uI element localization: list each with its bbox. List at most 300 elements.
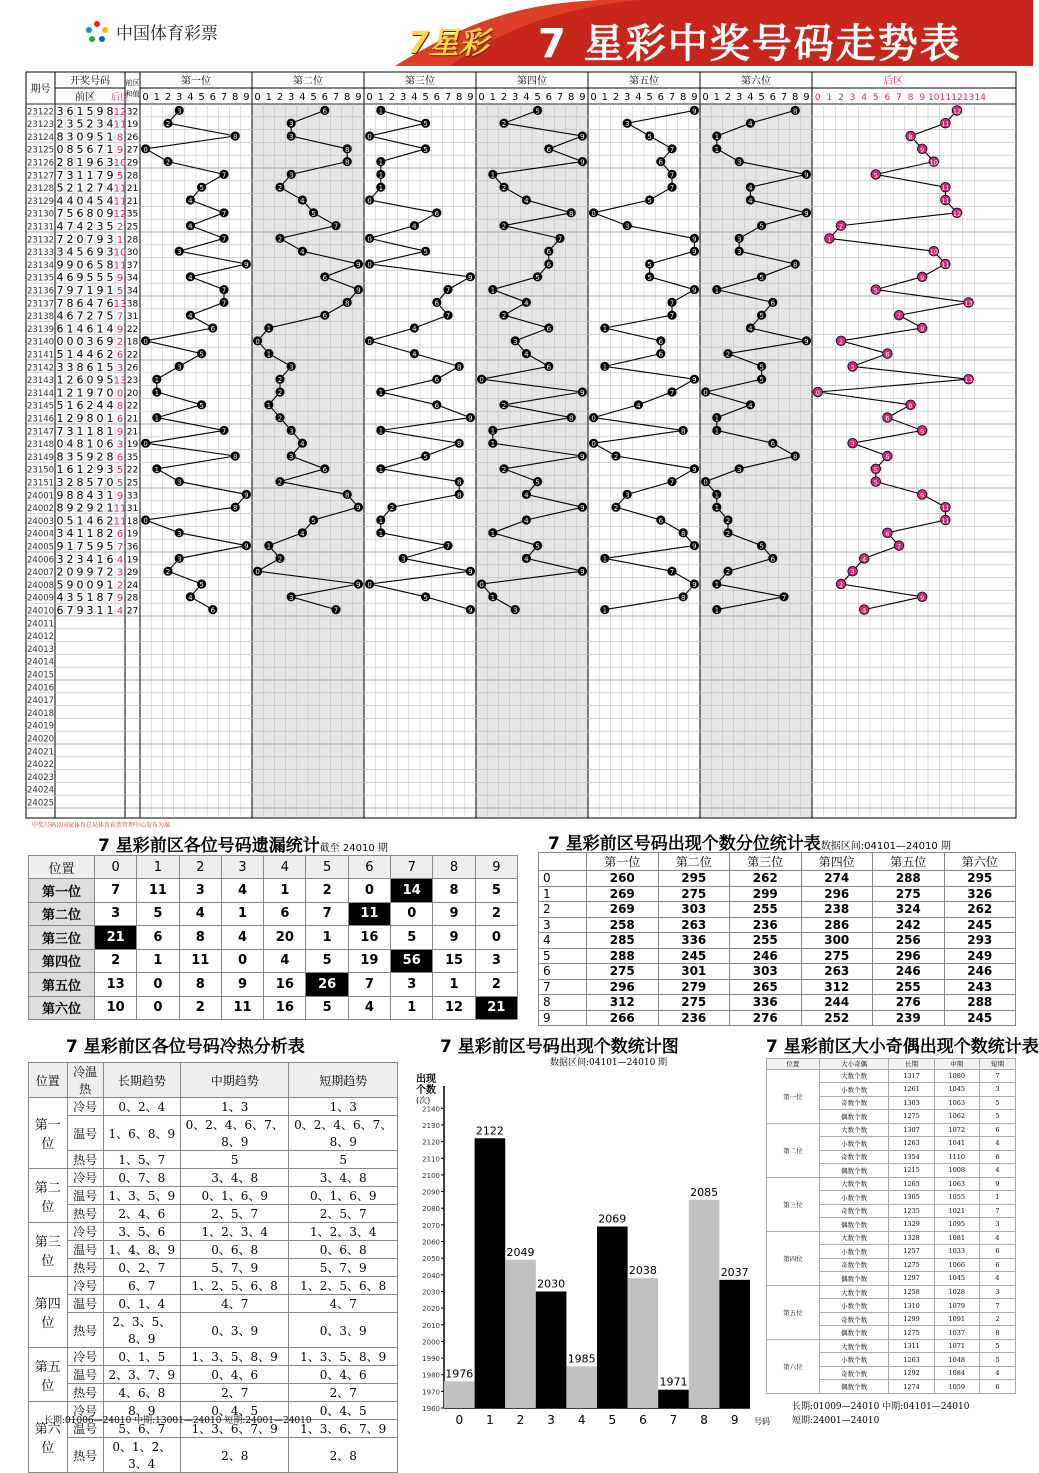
- trend-dot-label: 9: [692, 235, 697, 244]
- front-digit: 8: [66, 296, 74, 310]
- bso-note-line1: 长期:01009—24010 中期:04101—24010: [792, 1402, 970, 1412]
- digit-header: 7: [780, 92, 788, 103]
- front-digit: 6: [76, 399, 84, 413]
- period-label: 23137: [27, 299, 55, 310]
- period-label: 24006: [27, 555, 55, 566]
- trend-dot-label: 6: [322, 312, 328, 321]
- trend-dot-label: 1: [714, 286, 720, 295]
- front-digit: 1: [66, 540, 74, 553]
- trend-dot-label: 3: [288, 593, 294, 602]
- trend-dot-label: 1: [378, 107, 384, 116]
- front-digit: 1: [106, 412, 114, 425]
- hotcold-row: [29, 1366, 398, 1384]
- bar-value-label: 2038: [628, 1264, 657, 1278]
- front-digit: 9: [86, 156, 94, 169]
- front-digit: 3: [66, 591, 74, 605]
- trend-dot-label: 4: [300, 197, 305, 205]
- front-digit: 3: [56, 360, 64, 374]
- bso-cell: 1274: [889, 1380, 934, 1394]
- hotcold-cell: 0、3、9: [181, 1313, 289, 1348]
- trend-dot-label: 4: [524, 555, 529, 564]
- front-digit: 9: [66, 258, 74, 272]
- trend-dot-label: 7: [669, 171, 675, 180]
- front-digit: 5: [106, 540, 114, 553]
- digit-header: 3: [512, 92, 519, 103]
- bso-header-row: [767, 1059, 1016, 1070]
- digit-header: 0: [366, 92, 373, 103]
- front-digit: 3: [56, 552, 64, 566]
- back-trend-dot-label: 9: [920, 427, 925, 436]
- bso-cell: 6: [979, 1380, 1015, 1394]
- front-digit: 2: [106, 348, 114, 361]
- period-label: 24011: [27, 619, 55, 630]
- bso-cell: 奇数个数: [819, 1258, 889, 1272]
- back-trend-dot-label: 9: [920, 593, 925, 602]
- digit-header: 5: [422, 92, 429, 103]
- front-digit: 1: [106, 488, 114, 502]
- y-tick-label: 2120: [422, 1138, 440, 1147]
- omit-cell: 3: [179, 879, 221, 903]
- bar: [719, 1280, 750, 1408]
- front-digit: 6: [86, 143, 94, 157]
- front-digit: 1: [96, 604, 104, 617]
- trend-dot-label: 5: [759, 273, 764, 282]
- trend-dot-label: 1: [154, 376, 160, 385]
- bso-cell: 1275: [889, 1326, 934, 1340]
- bso-cell: 4: [979, 1366, 1015, 1380]
- period-label: 24017: [27, 696, 55, 707]
- front-digit: 5: [106, 309, 114, 323]
- bso-cell: 1303: [889, 1096, 934, 1110]
- col-front: 前区: [75, 92, 95, 103]
- count-cell: 276: [873, 995, 945, 1011]
- front-digit: 4: [66, 527, 74, 541]
- bar: [628, 1278, 659, 1408]
- trend-dot-label: 3: [288, 120, 294, 129]
- period-label: 24025: [27, 798, 55, 809]
- back-digit: 5: [116, 286, 124, 297]
- trend-dot-label: 6: [658, 350, 664, 359]
- hotcold-cell: 1、3、5、9: [103, 1187, 180, 1205]
- count-cell: 303: [730, 964, 802, 980]
- hotcold-row: [29, 1169, 398, 1187]
- hotcold-cell: 5: [289, 1151, 398, 1169]
- front-digit: 2: [86, 463, 94, 477]
- front-digit: 5: [56, 181, 64, 195]
- count-cell: 303: [658, 902, 730, 918]
- hotcold-cell: 0、6、8: [181, 1241, 289, 1259]
- digit-header: 4: [299, 92, 306, 103]
- trend-dot-label: 1: [266, 542, 272, 551]
- hotcold-table: [28, 1062, 398, 1473]
- front-digit: 5: [86, 540, 94, 553]
- trend-dot-label: 3: [624, 491, 630, 500]
- front-digit: 7: [76, 540, 84, 553]
- hotcold-cell: 2、4、6: [103, 1205, 180, 1223]
- bar: [658, 1390, 689, 1408]
- bar: [505, 1260, 536, 1408]
- front-digit: 3: [56, 476, 64, 489]
- bso-cell: 1310: [889, 1299, 934, 1313]
- front-digit: 7: [96, 309, 104, 323]
- trend-dot-label: 8: [344, 491, 350, 500]
- bso-head-cell: 大小奇偶: [819, 1059, 889, 1070]
- logo-text: 中国体育彩票: [116, 23, 218, 44]
- y-tick-label: 1960: [422, 1405, 440, 1413]
- digit-header: 9: [691, 92, 698, 103]
- front-digit: 7: [76, 309, 84, 323]
- front-digit: 7: [56, 168, 64, 182]
- front-digit: 1: [96, 552, 104, 566]
- trend-dot-label: 4: [188, 222, 193, 231]
- trend-dot-label: 1: [714, 491, 720, 500]
- count-row: [539, 995, 1016, 1011]
- trend-dot-label: 1: [378, 158, 384, 167]
- front-digit: 6: [76, 373, 84, 387]
- trend-dot-label: 8: [792, 261, 798, 269]
- bso-cell: 1110: [934, 1150, 979, 1164]
- front-digit: 5: [86, 104, 94, 118]
- count-cell: 255: [873, 979, 945, 995]
- count-cell: 263: [801, 964, 873, 980]
- trend-dot-label: 2: [165, 120, 171, 129]
- front-digit: 1: [76, 463, 84, 477]
- digit-header: 6: [321, 92, 328, 103]
- front-digit: 2: [56, 565, 64, 579]
- front-digit: 6: [66, 463, 74, 477]
- trend-dot-label: 4: [748, 184, 753, 193]
- back-trend-dot-label: 13: [964, 376, 973, 385]
- y-axis-label-3: (次): [416, 1096, 431, 1105]
- period-label: 24012: [27, 632, 55, 643]
- front-digit: 9: [66, 501, 74, 515]
- hotcold-cell: 8、9: [103, 1402, 180, 1420]
- bar: [536, 1291, 567, 1408]
- omit-cell: 4: [179, 902, 221, 926]
- y-tick-label: 2090: [422, 1188, 440, 1197]
- trend-dot-label: 6: [770, 555, 776, 564]
- bso-cell: 7: [979, 1204, 1015, 1218]
- period-label: 23138: [27, 312, 55, 323]
- seven-star-badge: 7星彩: [408, 26, 489, 61]
- front-digit: 2: [66, 386, 74, 400]
- trend-dot-label: 2: [725, 350, 731, 359]
- bso-pos: 第三位: [767, 1177, 820, 1231]
- hotcold-cell: 2、3、7、9: [103, 1366, 180, 1384]
- front-digit: 1: [106, 424, 114, 438]
- count-cell: 246: [873, 964, 945, 980]
- bso-cell: 偶数个数: [819, 1326, 889, 1340]
- trend-dot-label: 7: [669, 389, 675, 397]
- trend-dot-label: 8: [456, 440, 462, 449]
- trend-dot-label: 6: [546, 325, 552, 333]
- front-digit: 7: [56, 284, 64, 297]
- trend-dot-label: 5: [759, 542, 764, 551]
- trend-dot-label: 4: [748, 401, 753, 410]
- trend-dot-label: 5: [423, 248, 428, 257]
- bso-row: [767, 1123, 1016, 1137]
- front-digit: 4: [86, 514, 94, 528]
- back-digit-header: 6: [884, 93, 891, 103]
- front-digit: 1: [106, 284, 114, 297]
- bso-cell: 小数个数: [819, 1245, 889, 1259]
- front-digit: 1: [76, 527, 84, 541]
- hotcold-cell: 温号: [67, 1366, 103, 1384]
- sum-value: 21: [126, 427, 139, 438]
- front-digit: 0: [56, 335, 64, 349]
- front-digit: 0: [56, 514, 64, 528]
- trend-dot-label: 5: [423, 145, 428, 154]
- back-digit: 6: [116, 350, 124, 361]
- back-trend-dot-label: 0: [815, 389, 820, 397]
- digit-header: 5: [198, 92, 205, 103]
- trend-dot-label: 3: [176, 363, 182, 372]
- omit-cell: 5: [306, 996, 348, 1020]
- omit-cell: 5: [137, 902, 179, 926]
- hotcold-cell: 0、4、5: [181, 1402, 289, 1420]
- trend-dot-label: 5: [647, 133, 652, 141]
- trend-dot-label: 9: [692, 465, 697, 474]
- back-trend-dot-label: 9: [920, 491, 925, 500]
- back-digit: 3: [116, 439, 124, 451]
- hotcold-row: [29, 1259, 398, 1277]
- bso-cell: 1307: [889, 1123, 934, 1137]
- back-digit-header: 9: [919, 93, 926, 103]
- trend-dot-label: 3: [288, 363, 294, 372]
- hotcold-row: [29, 1116, 398, 1151]
- omit-cell: 11: [179, 949, 221, 973]
- front-digit: 6: [96, 335, 104, 349]
- back-trend-dot-label: 9: [920, 145, 925, 154]
- trend-dot-label: 4: [524, 517, 529, 525]
- y-tick-label: 1980: [422, 1371, 440, 1380]
- front-digit: 5: [106, 220, 114, 233]
- count-cell: 326: [944, 886, 1016, 902]
- trend-dot-label: 3: [736, 235, 742, 244]
- omit-cell: 56: [391, 949, 433, 973]
- trend-dot-label: 0: [143, 145, 148, 154]
- omit-row-label: 第四位: [29, 949, 95, 973]
- bso-cell: 偶数个数: [819, 1164, 889, 1178]
- count-row: [539, 902, 1016, 918]
- front-digit: 3: [56, 245, 64, 259]
- bso-cell: 1265: [889, 1177, 934, 1191]
- bso-cell: 1091: [934, 1312, 979, 1326]
- hotcold-cell: 6、7: [103, 1277, 180, 1295]
- period-label: 23139: [27, 324, 55, 335]
- period-label: 23125: [27, 145, 55, 156]
- trend-dot-label: 9: [580, 504, 585, 513]
- count-cell: 269: [587, 902, 659, 918]
- count-row: [539, 933, 1016, 949]
- front-digit: 7: [66, 604, 74, 617]
- digit-header: 5: [646, 92, 653, 103]
- bar-value-label: 2069: [598, 1212, 627, 1226]
- front-digit: 3: [96, 117, 104, 131]
- trend-dot-label: 8: [456, 478, 462, 487]
- front-digit: 2: [106, 527, 114, 541]
- bso-cell: 1354: [889, 1150, 934, 1164]
- hotcold-cell: 热号: [67, 1151, 103, 1169]
- bso-cell: 1275: [889, 1110, 934, 1124]
- count-row-digit: 9: [539, 1010, 587, 1026]
- hotcold-cell: 2、8: [181, 1438, 289, 1473]
- count-row-digit: 1: [539, 886, 587, 902]
- front-digit: 0: [56, 143, 64, 157]
- x-tick-label: 1: [486, 1413, 494, 1427]
- trend-dot-label: 2: [501, 465, 507, 474]
- omit-cell: 5: [306, 949, 348, 973]
- trend-dot-label: 2: [389, 504, 395, 513]
- period-label: 24013: [27, 644, 55, 655]
- digit-header: 9: [803, 92, 810, 103]
- back-digit-header: 2: [838, 93, 844, 103]
- trend-dot-label: 7: [221, 286, 227, 295]
- front-digit: 7: [56, 207, 64, 221]
- sum-value: 19: [126, 440, 139, 451]
- back-trend-dot-label: 10: [929, 158, 938, 167]
- count-title: 7 星彩前区号码出现个数分位统计表数据区间:04101—24010 期: [548, 834, 951, 854]
- omit-row: [29, 879, 518, 903]
- trend-dot-label: 7: [781, 593, 787, 602]
- trend-dot-label: 1: [378, 427, 384, 436]
- back-trend-dot-label: 11: [941, 120, 950, 129]
- trend-dot-label: 5: [759, 222, 764, 231]
- hotcold-cell: 5、7、9: [181, 1259, 289, 1277]
- col-draw: 开奖号码: [70, 76, 110, 87]
- front-digit: 6: [76, 207, 84, 221]
- digit-header: 0: [590, 92, 597, 103]
- hotcold-cell: 温号: [67, 1420, 103, 1438]
- bar-value-label: 1971: [659, 1375, 688, 1389]
- hotcold-row: [29, 1241, 398, 1259]
- back-trend-dot-label: 2: [838, 337, 844, 346]
- count-cell: 312: [801, 979, 873, 995]
- trend-dot-label: 0: [367, 235, 372, 244]
- trend-dot-label: 8: [232, 504, 238, 513]
- trend-dot-label: 2: [277, 376, 283, 385]
- back-digit: 3: [116, 362, 124, 374]
- front-digit: 3: [86, 604, 94, 617]
- trend-dot-label: 4: [188, 197, 193, 205]
- trend-dot-label: 7: [333, 606, 339, 615]
- count-cell: 244: [801, 995, 873, 1011]
- hotcold-cell: 2、8: [289, 1438, 398, 1473]
- front-digit: 4: [76, 220, 84, 233]
- count-cell: 288: [944, 995, 1016, 1011]
- period-label: 24009: [27, 593, 55, 604]
- omit-row: [29, 996, 518, 1020]
- sum-value: 34: [126, 286, 139, 297]
- bso-cell: 1041: [934, 1137, 979, 1151]
- count-cell: 236: [730, 917, 802, 933]
- back-trend-dot-label: 3: [850, 440, 855, 449]
- hotcold-title: 7 星彩前区各位号码冷热分析表: [66, 1037, 305, 1057]
- digit-header: 8: [232, 92, 239, 103]
- omit-cell: 2: [306, 879, 348, 903]
- front-digit: 2: [86, 220, 94, 233]
- hotcold-cell: 1、3、6、7、9: [289, 1420, 398, 1438]
- hotcold-cell: 1、2、5、6、8: [181, 1277, 289, 1295]
- hotcold-cell: 5、6、7: [103, 1420, 180, 1438]
- count-cell: 275: [801, 948, 873, 964]
- count-row: [539, 871, 1016, 887]
- y-tick-label: 2110: [422, 1155, 440, 1164]
- count-row: [539, 886, 1016, 902]
- hotcold-cell: 3、4、8: [289, 1169, 398, 1187]
- digit-header: 8: [568, 92, 575, 103]
- front-digit: 9: [86, 450, 94, 464]
- digit-header: 2: [724, 92, 732, 103]
- front-digit: 3: [66, 450, 74, 464]
- count-row-digit: 8: [539, 995, 587, 1011]
- trend-dot-label: 8: [344, 145, 350, 154]
- trend-dot-label: 6: [434, 209, 440, 218]
- count-head-pos: 第六位: [944, 853, 1016, 871]
- front-digit: 1: [56, 386, 64, 400]
- sum-value: 35: [126, 452, 139, 463]
- back-trend-dot-label: 10: [929, 248, 938, 257]
- trend-dot-label: 4: [748, 325, 753, 333]
- bso-cell: 8: [979, 1326, 1015, 1340]
- trend-dot-label: 3: [400, 555, 406, 564]
- trend-dot-label: 5: [535, 273, 540, 282]
- bso-cell: 1329: [889, 1218, 934, 1232]
- hotcold-cell: 4、7: [181, 1295, 289, 1313]
- front-digit: 4: [86, 348, 94, 361]
- front-digit: 6: [86, 245, 94, 259]
- trend-dot-label: 1: [378, 389, 384, 397]
- front-digit: 4: [56, 220, 64, 233]
- back-trend-dot-label: 11: [941, 504, 950, 513]
- trend-dot-label: 2: [277, 235, 283, 244]
- front-digit: 6: [96, 514, 104, 528]
- bso-cell: 奇数个数: [819, 1150, 889, 1164]
- trend-dot-label: 1: [378, 517, 384, 525]
- footnote: 中奖号码以国家体育总局体育彩票管理中心发布为准: [32, 822, 171, 829]
- trend-dot-label: 3: [624, 222, 630, 231]
- bso-cell: 1062: [934, 1110, 979, 1124]
- hotcold-cell: 温号: [67, 1241, 103, 1259]
- bso-cell: 1008: [934, 1164, 979, 1178]
- trend-dot-label: 9: [356, 286, 361, 295]
- trend-dot-label: 2: [725, 517, 731, 525]
- trend-dot-label: 9: [692, 542, 697, 551]
- bso-cell: 5: [979, 1339, 1015, 1353]
- digit-header: 6: [657, 92, 664, 103]
- bso-row: [767, 1285, 1016, 1299]
- period-label: 24016: [27, 683, 55, 694]
- bso-cell: 1263: [889, 1353, 934, 1367]
- y-tick-label: 1970: [422, 1388, 440, 1397]
- hotcold-cell: 4、6、8: [103, 1384, 180, 1402]
- x-tick-label: 4: [577, 1413, 586, 1427]
- front-digit: 1: [86, 437, 94, 451]
- sum-value: 32: [126, 107, 139, 118]
- trend-dot-label: 3: [176, 478, 182, 487]
- omit-cell: 9: [433, 902, 475, 926]
- count-row-digit: 4: [539, 933, 587, 949]
- count-cell: 299: [730, 886, 802, 902]
- trend-dot-label: 6: [210, 606, 216, 615]
- front-digit: 5: [76, 143, 84, 157]
- sum-value: 25: [126, 222, 139, 233]
- trend-dot-label: 0: [143, 440, 148, 449]
- trend-dot-label: 8: [792, 107, 798, 116]
- front-digit: 5: [106, 373, 114, 387]
- bso-cell: 1215: [889, 1164, 934, 1178]
- back-digit: 11: [113, 183, 127, 195]
